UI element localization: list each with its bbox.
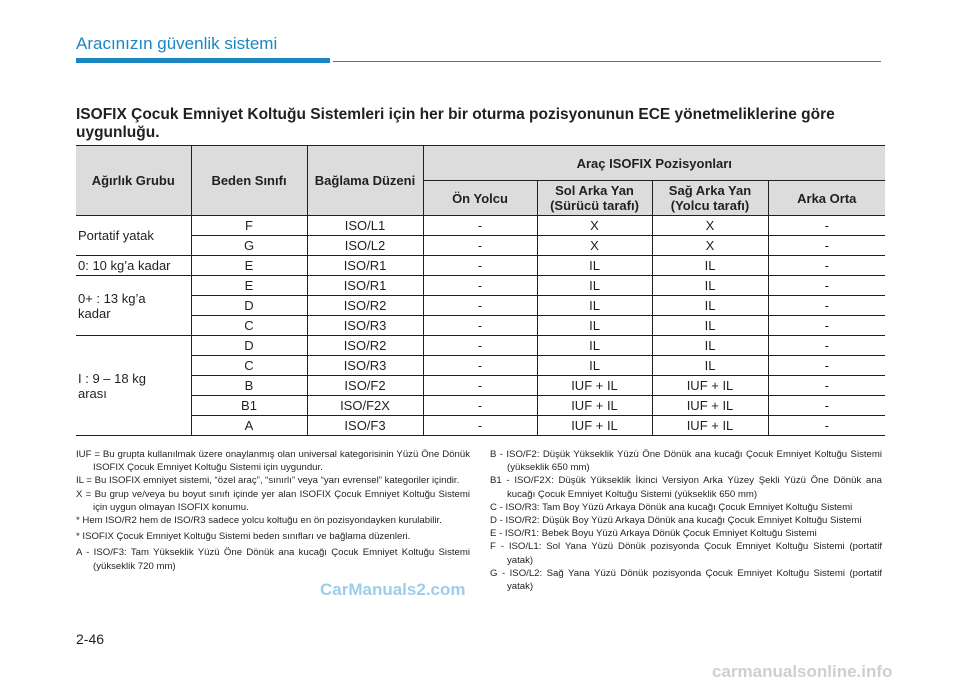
cell-fixture: ISO/F2X (307, 396, 423, 416)
table-row (76, 396, 885, 416)
header-rear-left-line1: Sol Arka Yan (555, 183, 634, 198)
cell-front: - (423, 416, 537, 436)
cell-front: - (423, 296, 537, 316)
cell-rear-right: X (652, 236, 768, 256)
header-rear-left (537, 181, 652, 216)
cell-rear-center: - (768, 256, 885, 276)
header-rear-left-line2: (Sürücü tarafı) (550, 198, 639, 213)
note-b: B - ISO/F2: Düşük Yükseklik Yüzü Öne Dönük ana kucağı Çocuk Emniyet Koltuğu Sistemi (yükseklik 650 mm) (490, 449, 882, 474)
cell-front: - (423, 256, 537, 276)
note-a: A - ISO/F3: Tam Yükseklik Yüzü Öne Dönük ana kucağı Çocuk Emniyet Koltuğu Sistemi (yükseklik 720 mm) (76, 547, 470, 572)
cell-rear-center: - (768, 396, 885, 416)
group-label (76, 336, 191, 436)
cell-fixture: ISO/R3 (307, 316, 423, 336)
cell-size: A (191, 416, 307, 436)
cell-rear-center: - (768, 376, 885, 396)
note-il: IL = Bu ISOFIX emniyet sistemi, “özel araç”, “sınırlı” veya “yarı evrensel” kategoriler içindir. (76, 475, 460, 487)
cell-rear-left: IUF + IL (537, 416, 652, 436)
group-label (76, 276, 191, 336)
notes-right-column (490, 448, 882, 593)
cell-size: B1 (191, 396, 307, 416)
group-label: Portatif yatak (76, 216, 191, 256)
table-row (76, 336, 885, 356)
cell-rear-center: - (768, 236, 885, 256)
header-rear-right-line2: (Yolcu tarafı) (670, 198, 750, 213)
header-rule-thick (76, 58, 330, 63)
header-rear-right-line1: Sağ Arka Yan (668, 183, 752, 198)
cell-front: - (423, 316, 537, 336)
cell-front: - (423, 216, 537, 236)
watermark: CarManuals2.com (320, 580, 466, 599)
cell-rear-right: IL (652, 296, 768, 316)
cell-size: G (191, 236, 307, 256)
table-row (76, 316, 885, 336)
header-size-class: Beden Sınıfı (191, 146, 307, 216)
note-asterisk-1: * Hem ISO/R2 hem de ISO/R3 sadece yolcu koltuğu en ön pozisyondayken kurulabilir. (76, 515, 442, 527)
page-heading: ISOFIX Çocuk Emniyet Koltuğu Sistemleri için her bir oturma pozisyonunun ECE yönetmeliklerine göre uygunluğu. (76, 106, 835, 141)
note-f: F - ISO/L1: Sol Yana Yüzü Dönük pozisyonda Çocuk Emniyet Koltuğu Sistemi (portatif yatak) (490, 541, 882, 566)
cell-size: C (191, 356, 307, 376)
note-g: G - ISO/L2: Sağ Yana Yüzü Dönük pozisyonda Çocuk Emniyet Koltuğu Sistemi (portatif yatak) (490, 567, 882, 593)
cell-front: - (423, 276, 537, 296)
cell-size: B (191, 376, 307, 396)
note-b1: B1 - ISO/F2X: Düşük Yükseklik İkinci Versiyon Arka Yüzey Şekli Yüzü Öne Dönük ana kucağı Çocuk Emniyet Koltuğu Sistemi (yükseklik 650 mm) (490, 475, 882, 500)
cell-rear-right: IL (652, 256, 768, 276)
cell-fixture: ISO/F2 (307, 376, 423, 396)
table-row (76, 256, 885, 276)
header-rule-thin (333, 61, 881, 62)
page-number: 2-46 (76, 631, 105, 647)
cell-fixture: ISO/F3 (307, 416, 423, 436)
cell-fixture: ISO/R2 (307, 296, 423, 316)
table-row (76, 216, 885, 236)
isofix-table (76, 145, 885, 436)
table-row (76, 236, 885, 256)
table-row (76, 276, 885, 296)
cell-rear-left: IUF + IL (537, 396, 652, 416)
notes-left-column (76, 448, 470, 573)
cell-fixture: ISO/R2 (307, 336, 423, 356)
cell-fixture: ISO/R3 (307, 356, 423, 376)
cell-rear-right: IL (652, 336, 768, 356)
cell-rear-right: IL (652, 276, 768, 296)
header-rear-right (652, 181, 768, 216)
cell-fixture: ISO/L2 (307, 236, 423, 256)
table-row (76, 356, 885, 376)
cell-rear-left: X (537, 236, 652, 256)
cell-rear-center: - (768, 416, 885, 436)
cell-size: C (191, 316, 307, 336)
cell-fixture: ISO/R1 (307, 276, 423, 296)
cell-size: E (191, 256, 307, 276)
cell-size: D (191, 336, 307, 356)
header-weight-group: Ağırlık Grubu (76, 146, 191, 216)
cell-rear-left: X (537, 216, 652, 236)
cell-rear-right: X (652, 216, 768, 236)
group-label-line2: arası (78, 385, 107, 401)
cell-rear-right: IUF + IL (652, 396, 768, 416)
note-c: C - ISO/R3: Tam Boy Yüzü Arkaya Dönük ana kucağı Çocuk Emniyet Koltuğu Sistemi (490, 501, 853, 513)
header-front-passenger: Ön Yolcu (423, 181, 537, 216)
cell-rear-center: - (768, 296, 885, 316)
group-label-line1: 0+ : 13 kg’a (78, 290, 146, 306)
header-rear-center: Arka Orta (768, 181, 885, 216)
cell-front: - (423, 376, 537, 396)
header-fixture: Bağlama Düzeni (307, 146, 423, 216)
cell-front: - (423, 356, 537, 376)
note-asterisk-2: * ISOFIX Çocuk Emniyet Koltuğu Sistemi beden sınıfları ve bağlama düzenleri. (76, 531, 411, 543)
group-label: 0: 10 kg’a kadar (76, 256, 191, 276)
cell-rear-left: IL (537, 356, 652, 376)
note-e: E - ISO/R1: Bebek Boyu Yüzü Arkaya Dönük Çocuk Emniyet Koltuğu Sistemi (490, 528, 817, 540)
table-row (76, 376, 885, 396)
footer-watermark: carmanualsonline.info (712, 662, 893, 681)
cell-rear-right: IL (652, 316, 768, 336)
cell-rear-right: IUF + IL (652, 376, 768, 396)
header-positions: Araç ISOFIX Pozisyonları (423, 146, 885, 181)
cell-rear-left: IL (537, 256, 652, 276)
table-row (76, 416, 885, 436)
note-iuf: IUF = Bu grupta kullanılmak üzere onaylanmış olan universal kategorisinin Yüzü Öne Dönük ISOFIX Çocuk Emniyet Koltuğu Sistemi için uygundur. (76, 449, 470, 474)
cell-front: - (423, 396, 537, 416)
cell-rear-right: IL (652, 356, 768, 376)
cell-rear-left: IL (537, 296, 652, 316)
note-x: X = Bu grup ve/veya bu boyut sınıfı içinde yer alan ISOFIX Çocuk Emniyet Koltuğu Sistemi için uygun olmayan ISOFIX konumu. (76, 488, 470, 513)
cell-rear-left: IL (537, 316, 652, 336)
table-row (76, 296, 885, 316)
cell-rear-right: IUF + IL (652, 416, 768, 436)
cell-rear-center: - (768, 216, 885, 236)
cell-rear-center: - (768, 356, 885, 376)
section-title: Aracınızın güvenlik sistemi (76, 34, 278, 53)
cell-rear-left: IL (537, 276, 652, 296)
cell-fixture: ISO/R1 (307, 256, 423, 276)
cell-rear-center: - (768, 276, 885, 296)
cell-rear-center: - (768, 316, 885, 336)
cell-rear-left: IUF + IL (537, 376, 652, 396)
cell-size: F (191, 216, 307, 236)
group-label-line2: kadar (78, 305, 111, 321)
cell-fixture: ISO/L1 (307, 216, 423, 236)
cell-size: E (191, 276, 307, 296)
cell-front: - (423, 236, 537, 256)
note-d: D - ISO/R2: Düşük Boy Yüzü Arkaya Dönük ana kucağı Çocuk Emniyet Koltuğu Sistemi (490, 515, 862, 527)
cell-size: D (191, 296, 307, 316)
cell-rear-center: - (768, 336, 885, 356)
cell-rear-left: IL (537, 336, 652, 356)
cell-front: - (423, 336, 537, 356)
group-label-line1: I : 9 – 18 kg (78, 370, 146, 386)
